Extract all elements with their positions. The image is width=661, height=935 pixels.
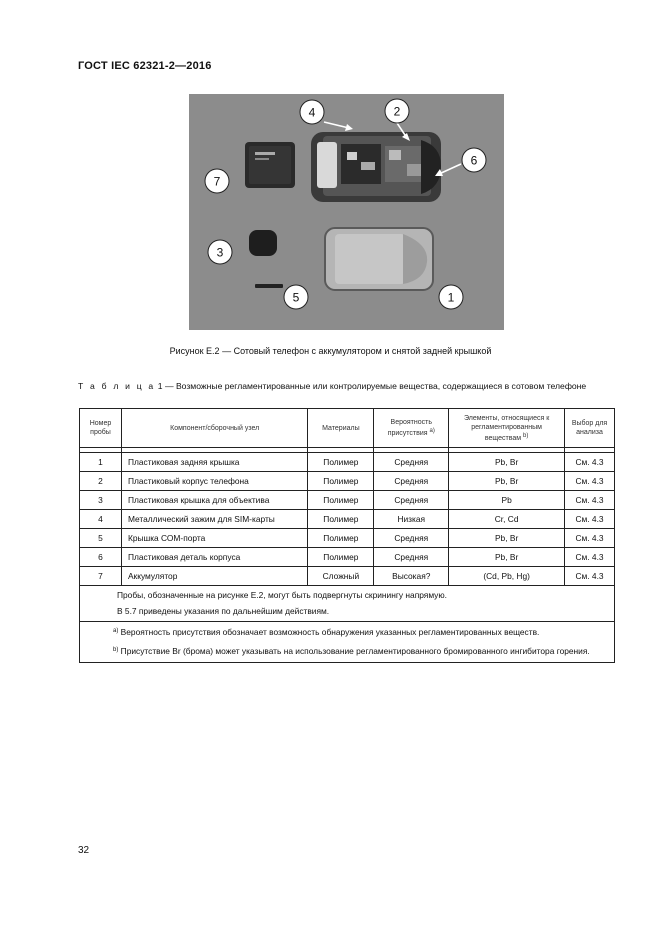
document-header: ГОСТ IEC 62321-2—2016 [78, 60, 212, 72]
callout-2 [385, 99, 409, 123]
lens-cover-image [249, 230, 277, 256]
phone-photo [189, 94, 504, 330]
table-row: 3 Пластиковая крышка для объектива Полимер Средняя Pb См. 4.3 [80, 491, 615, 510]
phone-body-image [311, 132, 441, 202]
table-row: 5 Крышка СОМ-порта Полимер Средняя Pb, Br См. 4.3 [80, 529, 615, 548]
table-row: 6 Пластиковая деталь корпуса Полимер Средняя Pb, Br См. 4.3 [80, 548, 615, 567]
com-port-cover-image [255, 284, 283, 288]
svg-text:1: 1 [447, 290, 455, 305]
header-analysis: Выбор для анализа [565, 409, 615, 448]
callout-7 [205, 169, 229, 193]
table-header-row [80, 409, 615, 448]
header-number: Номер пробы [80, 409, 122, 448]
svg-text:6: 6 [470, 153, 478, 168]
svg-text:2: 2 [393, 104, 401, 119]
header-elements: Элементы, относящиеся к регламентированным веществам $^{b)}$ [449, 409, 565, 448]
figure-caption: Рисунок Е.2 — Сотовый телефон с аккумулятором и снятой задней крышкой [169, 346, 492, 356]
callout-5 [284, 285, 308, 309]
table-row: 1 Пластиковая задняя крышка Полимер Средняя Pb, Br См. 4.3 [80, 453, 615, 472]
svg-text:5: 5 [292, 290, 300, 305]
table-title-prefix: Т а б л и ц а [78, 381, 156, 391]
footnote-a: $^{a)}$ Вероятность присутствия обозначает возможность обнаружения указанных регламентированных веществ. [113, 627, 540, 637]
table-row: 2 Пластиковый корпус телефона Полимер Средняя Pb, Br См. 4.3 [80, 472, 615, 491]
header-materials: Материалы [308, 409, 374, 448]
table-footnotes-row [80, 622, 615, 663]
callout-6 [462, 148, 486, 172]
header-probability: Вероятность присутствия $^{a)}$ [374, 409, 449, 448]
table-row: 7 Аккумулятор Сложный Высокая? (Cd, Pb, Hg) См. 4.3 [80, 567, 615, 586]
table-note: В 5.7 приведены указания по дальнейшим действиям. [117, 606, 330, 616]
table-row: 4 Металлический зажим для SIM-карты Полимер Низкая Cr, Cd См. 4.3 [80, 510, 615, 529]
svg-text:4: 4 [308, 105, 316, 120]
footnote-b: $^{b)}$ Присутствие Br (брома) может указывать на использование регламентированного бромированного ингибитора горения. [113, 646, 590, 656]
callout-4 [300, 100, 324, 124]
header-component: Компонент/сборочный узел [121, 409, 307, 448]
table-title [78, 380, 614, 392]
svg-text:3: 3 [216, 245, 224, 260]
table-note: Пробы, обозначенные на рисунке Е.2, могут быть подвергнуты скринингу напрямую. [117, 590, 447, 600]
callout-1 [439, 285, 463, 309]
table-title-text: 1 — Возможные регламентированные или контролируемые вещества, содержащиеся в сотовом телефоне [157, 381, 587, 391]
svg-text:7: 7 [213, 174, 221, 189]
back-cover-image [325, 228, 433, 290]
callout-3 [208, 240, 232, 264]
page-number: 32 [78, 845, 90, 856]
battery-image [245, 142, 295, 188]
table-notes-row [80, 586, 615, 622]
substances-table [79, 408, 615, 663]
